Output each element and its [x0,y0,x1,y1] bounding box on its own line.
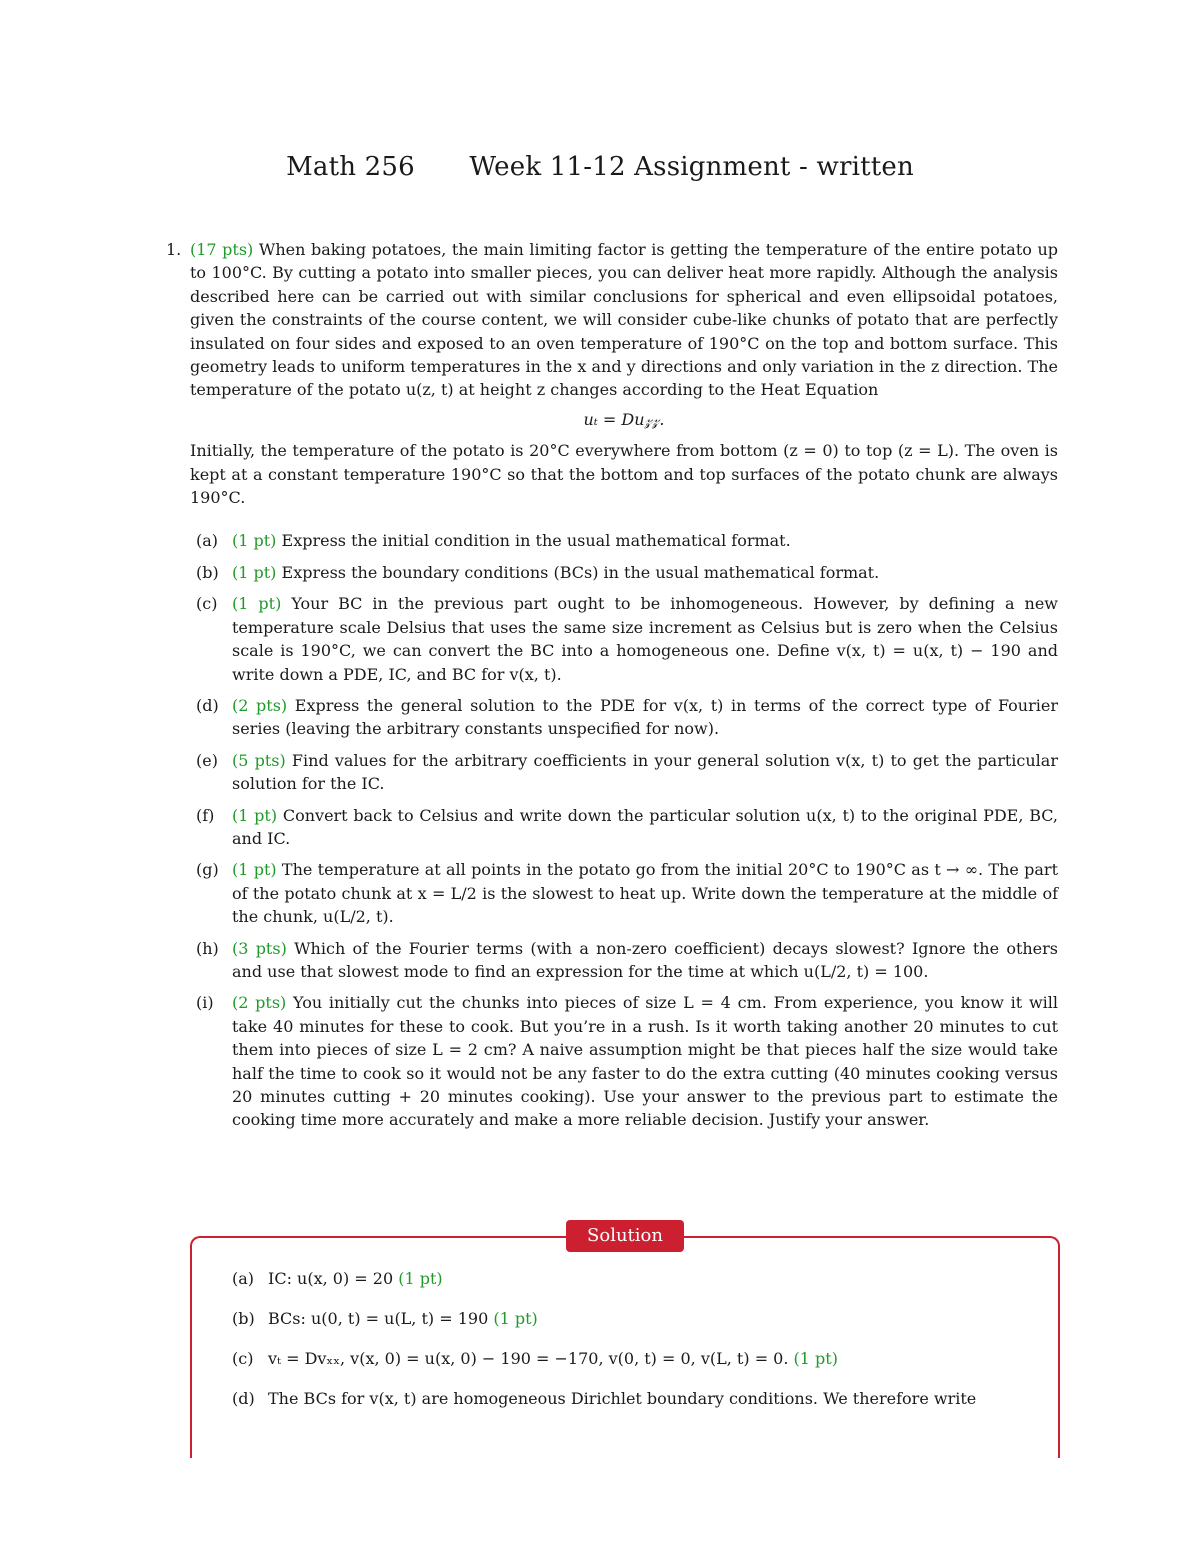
solution-points: (1 pt) [398,1269,443,1288]
assignment-title: Week 11-12 Assignment - written [469,152,914,182]
question-body [190,238,1058,1140]
solution-tag: Solution [566,1220,684,1252]
question-part-i [190,991,1058,1131]
part-text: Your BC in the previous part ought to be inhomogeneous. However, by defining a new temperature scale Delsius that uses the same size increment as Celsius but is zero when the Celsius scale is 190°C, we can convert the BC into a homogeneous one. Define v(x, t) = u(x, t) − 190 and write down a PDE, IC, and BC for v(x, t). [232,594,1058,684]
solution-body [232,1268,1032,1428]
part-label: (c) [196,594,218,614]
part-label: (e) [196,750,218,770]
solution-label: (c) [232,1349,254,1368]
part-points: (1 pt) [232,531,277,551]
part-points: (5 pts) [232,750,286,770]
part-points: (3 pts) [232,938,287,958]
initial-condition-text: Initially, the temperature of the potato is 20°C everywhere from bottom (z = 0) to top (z = L). The oven is kept at a constant temperature 190°C so that the bottom and top surfaces of the potato chunk are always 190°C. [190,441,1058,508]
part-points: (1 pt) [232,594,282,614]
question-part-f [190,804,1058,851]
question-number: 1. [166,240,182,259]
part-text: Express the boundary conditions (BCs) in the usual mathematical format. [281,562,880,582]
course-name: Math 256 [286,152,415,182]
solution-text: BCs: u(0, t) = u(L, t) = 190 [268,1309,489,1328]
part-points: (1 pt) [232,562,277,582]
part-points: (2 pts) [232,993,287,1013]
part-label: (d) [196,695,219,715]
part-label: (i) [196,993,214,1013]
question-part-c [190,592,1058,686]
part-text: The temperature at all points in the potato go from the initial 20°C to 190°C as t → ∞. The part of the potato chunk at x = L/2 is the slowest to heat up. Write down the temperature at the middle of the chunk, u(L/2, t). [232,860,1059,927]
page-title [0,152,1200,182]
solution-label: (a) [232,1269,255,1288]
part-label: (b) [196,562,219,582]
solution-points: (1 pt) [793,1349,838,1368]
part-label: (g) [196,860,219,880]
part-text: Find values for the arbitrary coefficients in your general solution v(x, t) to get the particular solution for the IC. [232,750,1058,794]
question-part-d [190,694,1058,741]
part-label: (h) [196,938,219,958]
question-part-g [190,858,1058,928]
question-parts [190,529,1058,1131]
part-points: (1 pt) [232,860,277,880]
solution-item-a [232,1268,1032,1290]
solution-item-d [232,1388,1032,1410]
solution-text: vₜ = Dvₓₓ, v(x, 0) = u(x, 0) − 190 = −170, v(0, t) = 0, v(L, t) = 0. [268,1349,789,1368]
part-text: Convert back to Celsius and write down the particular solution u(x, t) to the original PDE, BC, and IC. [232,805,1059,848]
question-part-a [190,529,1058,552]
solution-item-c [232,1348,1032,1370]
part-text: Express the initial condition in the usual mathematical format. [281,531,791,551]
question-part-h [190,937,1058,984]
question-intro [190,238,1058,402]
question-part-b [190,561,1058,584]
part-text: You initially cut the chunks into pieces of size L = 4 cm. From experience, you know it will take 40 minutes for these to cook. But you’re in a rush. Is it worth taking another 20 minutes to cut them into pieces of size L = 2 cm? A naive assumption might be that pieces half the size would take half the time to cook so it would not be any faster to do the extra cutting (40 minutes cooking versus 20 minutes cutting + 20 minutes cooking). Use your answer to the previous part to estimate the cooking time more accurately and make a more reliable decision. Justify your answer. [232,993,1058,1130]
solution-label: (d) [232,1389,255,1408]
part-label: (f) [196,805,215,825]
solution-label: (b) [232,1309,255,1328]
heat-equation: uₜ = Du𝓏𝓏. [583,409,665,429]
part-text: Express the general solution to the PDE for v(x, t) in terms of the correct type of Fourier series (leaving the arbitrary constants unspecified for now). [232,695,1058,739]
solution-item-b [232,1308,1032,1330]
solution-text: IC: u(x, 0) = 20 [268,1269,394,1288]
part-label: (a) [196,531,219,551]
part-text: Which of the Fourier terms (with a non-zero coefficient) decays slowest? Ignore the others and use that slowest mode to find an expression for the time at which u(L/2, t) = 100. [232,938,1059,981]
question-intro-text: When baking potatoes, the main limiting factor is getting the temperature of the entire potato up to 100°C. By cutting a potato into smaller pieces, you can deliver heat more rapidly. Although the analysis described here can be carried out with similar conclusions for spherical and even ellipsoidal potatoes, given the constraints of the course content, we will consider cube-like chunks of potato that are perfectly insulated on four sides and exposed to an oven temperature of 190°C on the top and bottom surface. This geometry leads to uniform temperatures in the x and y directions and only variation in the z direction. The temperature of the potato u(z, t) at height z changes according to the Heat Equation [190,240,1059,400]
part-points: (1 pt) [232,805,278,825]
question-part-e [190,749,1058,796]
part-points: (2 pts) [232,695,288,715]
question-points: (17 pts) [190,240,254,259]
solution-text: The BCs for v(x, t) are homogeneous Dirichlet boundary conditions. We therefore write [268,1389,977,1408]
solution-points: (1 pt) [493,1309,538,1328]
